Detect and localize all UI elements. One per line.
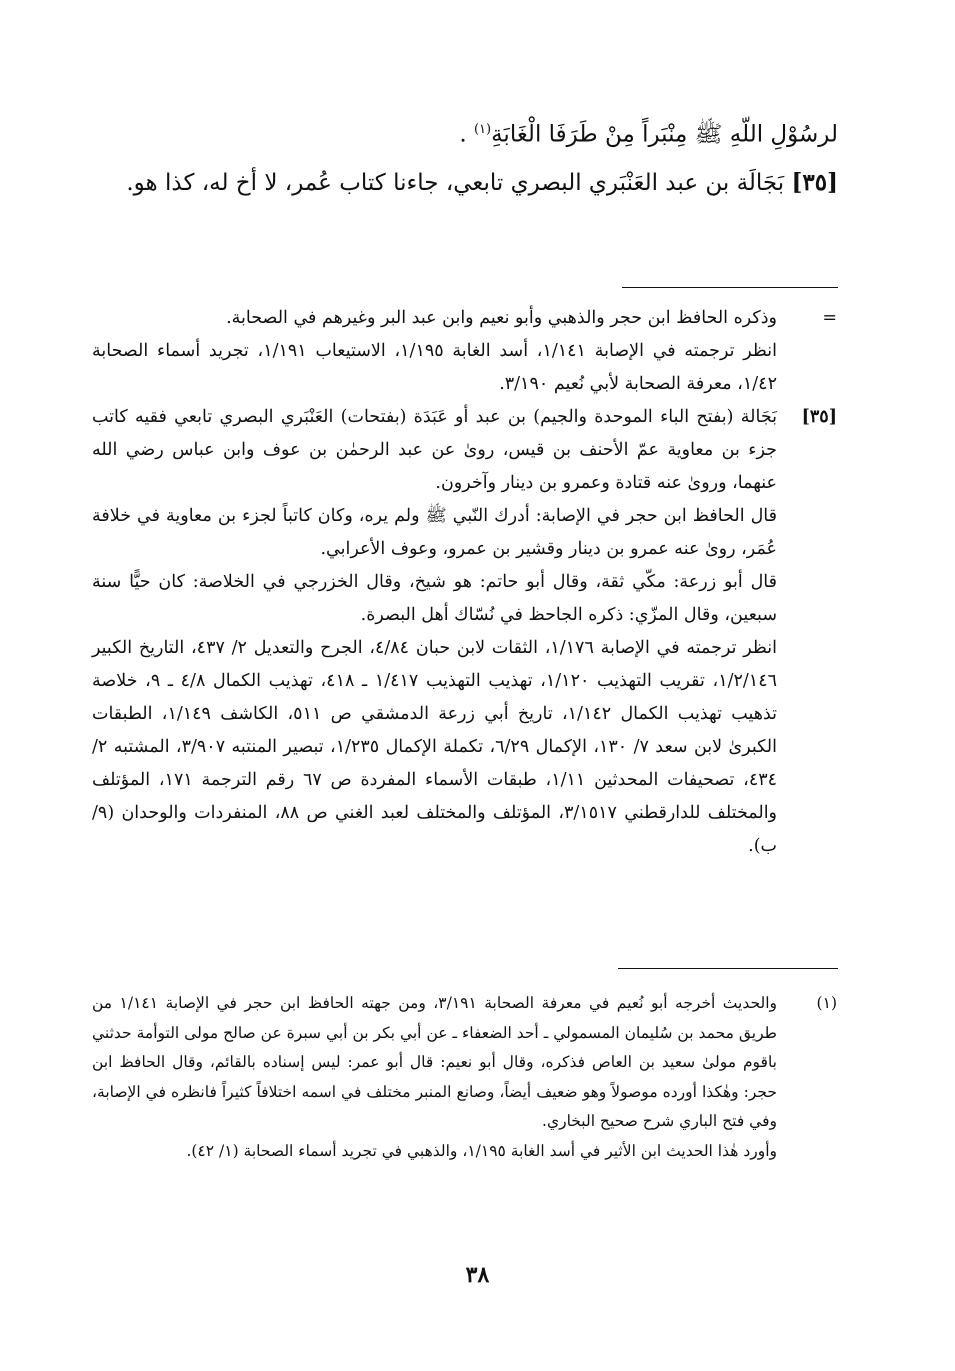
notes-separator bbox=[622, 287, 838, 288]
annotation-notes bbox=[92, 302, 837, 863]
hadith-text: لرسُوْلِ اللّهِ ﷺ مِنْبَراً مِنْ طَرَفَا الْغَابَةِ bbox=[491, 121, 838, 148]
footnotes bbox=[92, 989, 837, 1167]
main-entry-35 bbox=[92, 161, 838, 205]
page-number: ٣٨ bbox=[465, 1262, 490, 1288]
entry-number: [٣٥] bbox=[791, 168, 838, 196]
main-line-hadith bbox=[92, 108, 838, 157]
note-paragraph: بَجَالة (بفتح الباء الموحدة والجيم) بن عبد أو عَبَدَة (بفتحات) العَنْبَري البصري تابعي فقيه كاتب جزء بن معاوية عمّ الأحنف بن قيس، روىٰ عن عبد الرحمٰن بن عوف وابن عباس رضي الله عنهما، وروىٰ عنه قتادة وعمرو بن دينار وآخرون. bbox=[92, 407, 777, 493]
footnote-body bbox=[92, 989, 777, 1167]
note-line: انظر ترجمته في الإصابة ١/١٤١، أسد الغابة ١/١٩٥، الاستيعاب ١/١٩١، تجريد أسماء الصحابة ١/٤٢، معرفة الصحابة لأبي نُعيم ٣/١٩٠. bbox=[92, 341, 778, 394]
main-text bbox=[92, 108, 838, 205]
note-entry-35 bbox=[92, 401, 837, 863]
footnote-1 bbox=[92, 989, 837, 1167]
note-entry-body bbox=[92, 401, 777, 863]
hadith-end: . bbox=[459, 121, 467, 148]
footnote-ref: (١) bbox=[473, 122, 492, 137]
footnote-mark: (١) bbox=[816, 994, 837, 1012]
footnote-separator bbox=[618, 968, 838, 969]
continuation-body bbox=[92, 302, 777, 401]
note-paragraph: انظر ترجمته في الإصابة ١/١٧٦، الثقات لابن حبان ٤/٨٤، الجرح والتعديل ٢/ ٤٣٧، التاريخ الكبير ١/٢/١٤٦، تقريب التهذيب ١/١٢٠، تهذيب التهذيب ١/٤١٧ ـ ٤١٨، تهذيب الكمال ٤/٨ ـ ٩، خلاصة تذهيب تهذيب الكمال ١/١٤٢، تاريخ أبي زرعة الدمشقي ص ٥١١، الكاشف ١/١٤٩، الطبقات الكبرىٰ لابن سعد ٧/ ١٣٠، الإكمال ٦/٢٩، تكملة الإكمال ١/٢٣٥، تبصير المنتبه ٣/٩٠٧، المشتبه ٢/ ٤٣٤، تصحيفات المحدثين ١/١١، طبقات الأسماء المفردة ص ٦٧ رقم الترجمة ١٧١، المؤتلف والمختلف للدارقطني ٣/١٥١٧، المؤتلف والمختلف لعبد الغني ص ٨٨، المنفردات والوحدان (٩/ب). bbox=[92, 638, 778, 856]
continuation-mark: = bbox=[822, 308, 837, 328]
entry-text: بَجَالَة بن عبد العَنْبَري البصري تابعي، جاءنا كتاب عُمر، لا أخ له، كذا هو. bbox=[126, 169, 785, 196]
footnote-paragraph: وأورد هٰذا الحديث ابن الأثير في أسد الغابة ١/١٩٥، والذهبي في تجريد أسماء الصحابة (١/ ٤٢). bbox=[186, 1141, 777, 1160]
note-continuation bbox=[92, 302, 837, 401]
note-line: وذكره الحافظ ابن حجر والذهبي وأبو نعيم وابن عبد البر وغيرهم في الصحابة. bbox=[226, 308, 777, 328]
footnote-paragraph: والحديث أخرجه أبو نُعيم في معرفة الصحابة ٣/١٩١، ومن جهته الحافظ ابن حجر في الإصابة ١/١٤١ من طريق محمد بن سُليمان المسمولي ـ أحد الضعفاء ـ عن أبي بكر بن أبي سبرة عن صالح مولى التوأمة حدثني باقوم مولىٰ سعيد بن العاص فذكره، وقال أبو نعيم: قال أبو عمر: ليس إسناده بالقائم، وقال الحافظ ابن حجر: وهٰكذا أورده موصولاً وهو ضعيف أيضاً، وصانع المنبر مختلف في اسمه اختلافاً كثيراً فانظره في الإصابة، وفي فتح الباري شرح صحيح البخاري. bbox=[92, 994, 777, 1131]
note-entry-number: [٣٥] bbox=[801, 407, 837, 427]
note-paragraph: قال الحافظ ابن حجر في الإصابة: أدرك النّبي ﷺ ولم يره، وكان كاتباً لجزء بن معاوية في خلافة عُمَر، روىٰ عنه عمرو بن دينار وقشير بن عمرو، وعوف الأعرابي. bbox=[92, 506, 777, 559]
note-paragraph: قال أبو زرعة: مكّي ثقة، وقال أبو حاتم: هو شيخ، وقال الخزرجي في الخلاصة: كان حيًّا سنة سبعين، وقال المزّي: ذكره الجاحظ في نُسّاك أهل البصرة. bbox=[92, 572, 777, 625]
